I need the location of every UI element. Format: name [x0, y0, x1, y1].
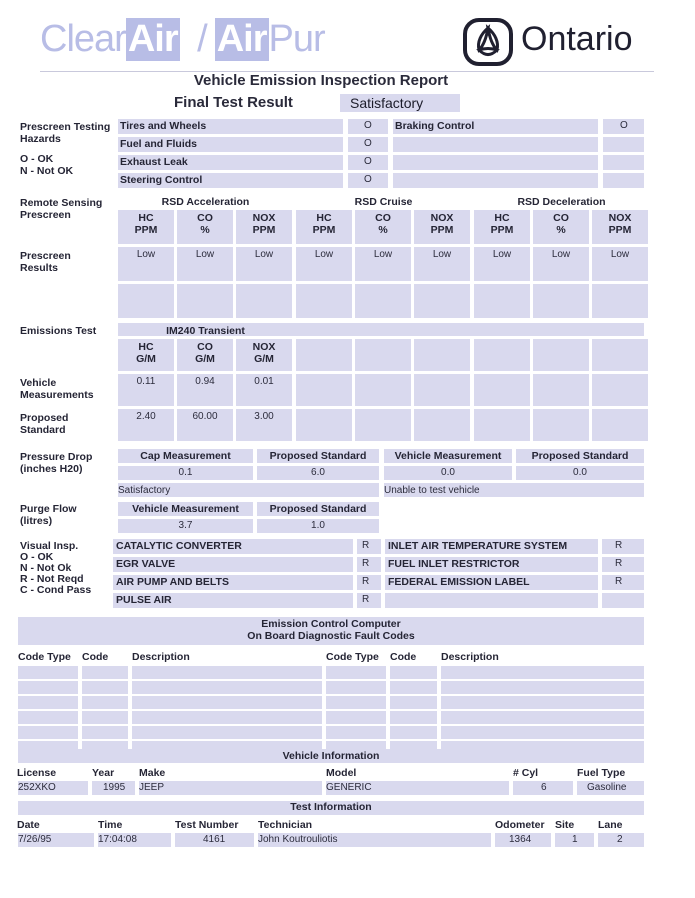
ecc-col-codetype-2: Code Type	[326, 651, 379, 663]
em-header-cell	[474, 339, 530, 371]
logo-air-box: Air	[127, 18, 178, 60]
hazard-exhaust-leak-value: O	[364, 156, 372, 167]
ecc-blank-cell	[441, 666, 644, 679]
ecc-blank-cell	[82, 696, 128, 709]
em-col-header-2: CO	[197, 341, 213, 353]
visual-legend-ok: O - OK	[20, 551, 54, 563]
em-col-unit-2: G/M	[195, 353, 215, 365]
rsd-blank-cell	[177, 284, 233, 318]
em-header-cell	[533, 339, 589, 371]
vehicle-model-label: Model	[326, 767, 357, 779]
purge-label: Purge Flow (litres)	[20, 503, 77, 527]
rsd-blank-cell	[296, 284, 352, 318]
rsd-result-4: Low	[314, 249, 334, 260]
emissions-meas-label: Vehicle Measurements	[20, 377, 94, 401]
rsd-blank-cell	[533, 284, 589, 318]
test-time-value: 17:04:08	[98, 834, 137, 845]
visual-item-2: EGR VALVE	[116, 558, 176, 570]
rsd-blank-cell	[592, 284, 648, 318]
pressure-status-1: Satisfactory	[118, 485, 171, 496]
test-number-label: Test Number	[175, 819, 239, 831]
ecc-blank-cell	[326, 696, 386, 709]
rsd-col-unit-5: %	[378, 224, 388, 236]
purge-std-value: 1.0	[311, 520, 325, 531]
rsd-result-3: Low	[254, 249, 274, 260]
em-meas-1: 0.11	[136, 376, 156, 387]
rsd-col-header-9: NOX	[608, 212, 632, 224]
rsd-blank-cell	[236, 284, 292, 318]
vehicle-make-label: Make	[139, 767, 166, 779]
clearair-airpur-logo	[40, 18, 325, 61]
rsd-col-unit-7: PPM	[490, 224, 514, 236]
rsd-result-1: Low	[136, 249, 156, 260]
em-header-cell	[414, 339, 470, 371]
pressure-vehicle-header: Vehicle Measurement	[394, 450, 502, 462]
emissions-std-label: Proposed Standard	[20, 412, 69, 436]
em-std-cell	[355, 409, 411, 441]
rsd-col-unit-8: %	[556, 224, 566, 236]
hazard-steering-control: Steering Control	[120, 174, 203, 186]
vehicle-fuel-label: Fuel Type	[577, 767, 626, 779]
em-meas-cell	[296, 374, 352, 406]
em-meas-3: 0.01	[254, 376, 274, 387]
vehicle-year-value: 1995	[103, 782, 126, 793]
report-title: Vehicle Emission Inspection Report	[193, 72, 449, 89]
rsd-result-6: Low	[432, 249, 452, 260]
ecc-blank-cell	[326, 726, 386, 739]
test-lane-value: 2	[617, 834, 623, 845]
hazard-tires-wheels: Tires and Wheels	[120, 120, 207, 132]
pressure-vehicle-value: 0.0	[441, 467, 455, 478]
hazard-tires-wheels-value: O	[364, 120, 372, 131]
test-site-label: Site	[555, 819, 575, 831]
visual-label: Visual Insp.	[20, 540, 79, 552]
ecc-title: Emission Control Computer	[261, 618, 401, 630]
ecc-blank-cell	[82, 711, 128, 724]
em-col-unit-1: G/M	[136, 353, 156, 365]
ontario-wordmark: Ontario	[521, 20, 633, 58]
em-header-cell	[296, 339, 352, 371]
vehicle-license-label: License	[17, 767, 57, 779]
visual-item-value-4: R	[362, 594, 370, 605]
ecc-blank-cell	[82, 681, 128, 694]
rsd-results-label: Prescreen Results	[20, 250, 71, 274]
test-lane-label: Lane	[598, 819, 623, 831]
test-tech-label: Technician	[258, 819, 313, 831]
rsd-result-9: Low	[610, 249, 630, 260]
rsd-col-header-1: HC	[138, 212, 154, 224]
vehicle-fuel-value: Gasoline	[587, 782, 627, 793]
hazard-steering-control-value: O	[364, 174, 372, 185]
ecc-blank-cell	[132, 666, 322, 679]
em-std-cell	[592, 409, 648, 441]
visual-item-3: AIR PUMP AND BELTS	[116, 576, 229, 588]
em-col-header-3: NOX	[252, 341, 276, 353]
ecc-blank-cell	[326, 666, 386, 679]
vehicle-make-value: JEEP	[139, 782, 165, 793]
logo-slash: /	[197, 18, 207, 60]
rsd-col-header-4: HC	[316, 212, 332, 224]
purge-std-header: Proposed Standard	[269, 503, 367, 515]
em-meas-2: 0.94	[195, 376, 215, 387]
em-meas-cell	[592, 374, 648, 406]
ecc-blank-cell	[18, 696, 78, 709]
em-header-cell	[592, 339, 648, 371]
pressure-cap-header: Cap Measurement	[140, 450, 231, 462]
visual-item-value-2: R	[362, 558, 370, 569]
rsd-blank-cell	[355, 284, 411, 318]
logo-clear-text: Clear	[40, 18, 126, 60]
visual-item-value-3: R	[362, 576, 370, 587]
visual-right-value-cell	[602, 539, 644, 554]
pressure-cap-value: 0.1	[178, 467, 193, 478]
ecc-blank-cell	[18, 666, 78, 679]
ecc-col-codetype: Code Type	[18, 651, 71, 663]
ecc-blank-cell	[132, 726, 322, 739]
visual-right-value-3: R	[615, 576, 623, 587]
visual-right-value-1: R	[615, 540, 623, 551]
em-std-cell	[533, 409, 589, 441]
logo-pur-text: Pur	[268, 18, 325, 60]
ecc-col-code: Code	[82, 651, 109, 663]
pressure-std2-header: Proposed Standard	[531, 450, 629, 462]
logo-air-box-2: Air	[216, 18, 267, 60]
hazards-legend-notok: N - Not OK	[20, 165, 74, 177]
ecc-blank-cell	[390, 666, 437, 679]
hazard-braking-control: Braking Control	[395, 120, 475, 132]
ecc-blank-cell	[441, 681, 644, 694]
ecc-blank-cell	[18, 681, 78, 694]
rsd-blank-cell	[118, 284, 174, 318]
rsd-group-acceleration: RSD Acceleration	[161, 196, 250, 208]
rsd-col-unit-2: %	[200, 224, 210, 236]
rsd-result-8: Low	[551, 249, 571, 260]
visual-right-item-3: FEDERAL EMISSION LABEL	[388, 576, 530, 588]
rsd-col-header-8: CO	[553, 212, 569, 224]
rsd-col-header-5: CO	[375, 212, 391, 224]
rsd-col-unit-4: PPM	[312, 224, 336, 236]
hazard-fuel-fluids-value: O	[364, 138, 372, 149]
visual-right-cell	[385, 593, 598, 608]
em-std-cell	[296, 409, 352, 441]
emissions-label: Emissions Test	[20, 325, 97, 337]
rsd-col-header-3: NOX	[252, 212, 276, 224]
vehicle-model-value: GENERIC	[326, 782, 372, 793]
ecc-blank-cell	[132, 681, 322, 694]
visual-right-item-1: INLET AIR TEMPERATURE SYSTEM	[388, 540, 568, 552]
hazard-exhaust-leak: Exhaust Leak	[120, 156, 188, 168]
rsd-result-7: Low	[492, 249, 512, 260]
ecc-blank-cell	[82, 666, 128, 679]
emissions-test-type: IM240 Transient	[166, 325, 245, 337]
visual-legend-notreqd: R - Not Reqd	[20, 573, 84, 585]
ecc-blank-cell	[132, 711, 322, 724]
visual-right-value-2: R	[615, 558, 623, 569]
trillium-icon	[463, 18, 513, 66]
hazard-braking-control-value: O	[620, 120, 628, 131]
ecc-blank-cell	[390, 681, 437, 694]
pressure-label: Pressure Drop (inches H20)	[20, 451, 93, 475]
ecc-blank-cell	[132, 696, 322, 709]
em-meas-cell	[355, 374, 411, 406]
pressure-status-2: Unable to test vehicle	[384, 485, 480, 496]
pressure-std2-value: 0.0	[573, 467, 587, 478]
ecc-blank-cell	[82, 726, 128, 739]
ecc-blank-cell	[441, 726, 644, 739]
ecc-blank-cell	[441, 711, 644, 724]
em-std-1: 2.40	[136, 411, 156, 422]
ecc-blank-cell	[326, 711, 386, 724]
em-meas-cell	[414, 374, 470, 406]
rsd-col-unit-9: PPM	[608, 224, 632, 236]
hazards-label: Prescreen Testing Hazards	[20, 121, 111, 145]
visual-item-4: PULSE AIR	[116, 594, 172, 606]
visual-right-value-cell	[602, 575, 644, 590]
ecc-blank-cell	[441, 696, 644, 709]
ecc-col-code-2: Code	[390, 651, 417, 663]
em-col-header-1: HC	[138, 341, 154, 353]
em-std-cell	[474, 409, 530, 441]
test-site-value: 1	[572, 834, 578, 845]
em-header-cell	[355, 339, 411, 371]
ecc-subtitle: On Board Diagnostic Fault Codes	[247, 630, 415, 642]
ecc-col-description-2: Description	[441, 651, 499, 663]
visual-legend-notok: N - Not Ok	[20, 562, 72, 574]
test-odometer-value: 1364	[509, 834, 532, 845]
pressure-std-value: 6.0	[311, 467, 325, 478]
test-odometer-label: Odometer	[495, 819, 545, 831]
test-time-label: Time	[98, 819, 123, 831]
test-number-value: 4161	[203, 834, 226, 845]
rsd-result-2: Low	[195, 249, 215, 260]
test-date-label: Date	[17, 819, 40, 831]
rsd-group-deceleration: RSD Deceleration	[517, 196, 606, 208]
em-meas-cell	[533, 374, 589, 406]
visual-right-item-2: FUEL INLET RESTRICTOR	[388, 558, 520, 570]
visual-right-value-cell	[602, 557, 644, 572]
visual-item-value-1: R	[362, 540, 370, 551]
test-tech-value: John Koutrouliotis	[258, 834, 338, 845]
vehicle-cyl-value: 6	[541, 782, 547, 793]
rsd-col-header-2: CO	[197, 212, 213, 224]
ecc-blank-cell	[326, 681, 386, 694]
rsd-col-header-6: NOX	[430, 212, 454, 224]
rsd-col-unit-6: PPM	[430, 224, 454, 236]
rsd-col-unit-3: PPM	[252, 224, 276, 236]
purge-vehicle-value: 3.7	[178, 520, 193, 531]
ecc-col-description: Description	[132, 651, 190, 663]
purge-vehicle-header: Vehicle Measurement	[132, 503, 239, 515]
final-result-label: Final Test Result	[174, 94, 293, 111]
visual-item-1: CATALYTIC CONVERTER	[116, 540, 242, 552]
ecc-blank-cell	[390, 726, 437, 739]
visual-legend-condpass: C - Cond Pass	[20, 584, 92, 596]
rsd-group-cruise: RSD Cruise	[354, 196, 413, 208]
ontario-logo	[463, 18, 633, 71]
hazards-legend-ok: O - OK	[20, 153, 54, 165]
hazard-fuel-fluids: Fuel and Fluids	[120, 138, 198, 150]
rsd-blank-cell	[414, 284, 470, 318]
rsd-col-header-7: HC	[494, 212, 510, 224]
em-std-3: 3.00	[254, 411, 274, 422]
ecc-blank-cell	[18, 726, 78, 739]
rsd-result-5: Low	[373, 249, 393, 260]
em-std-2: 60.00	[192, 411, 218, 422]
visual-right-value-cell	[602, 593, 644, 608]
ecc-blank-cell	[18, 711, 78, 724]
rsd-blank-cell	[474, 284, 530, 318]
vehicle-year-label: Year	[92, 767, 115, 779]
em-col-unit-3: G/M	[254, 353, 274, 365]
ecc-blank-cell	[390, 711, 437, 724]
final-result-value: Satisfactory	[350, 95, 424, 111]
vehicle-license-value: 252XKO	[18, 782, 56, 793]
test-title: Test Information	[290, 801, 372, 813]
test-date-value: 7/26/95	[18, 834, 52, 845]
vehicle-cyl-label: # Cyl	[513, 767, 539, 779]
em-meas-cell	[474, 374, 530, 406]
em-std-cell	[414, 409, 470, 441]
pressure-std-header: Proposed Standard	[269, 450, 367, 462]
rsd-col-unit-1: PPM	[134, 224, 158, 236]
ecc-blank-cell	[390, 696, 437, 709]
rsd-label: Remote Sensing Prescreen	[20, 197, 103, 221]
vehicle-title: Vehicle Information	[282, 750, 380, 762]
